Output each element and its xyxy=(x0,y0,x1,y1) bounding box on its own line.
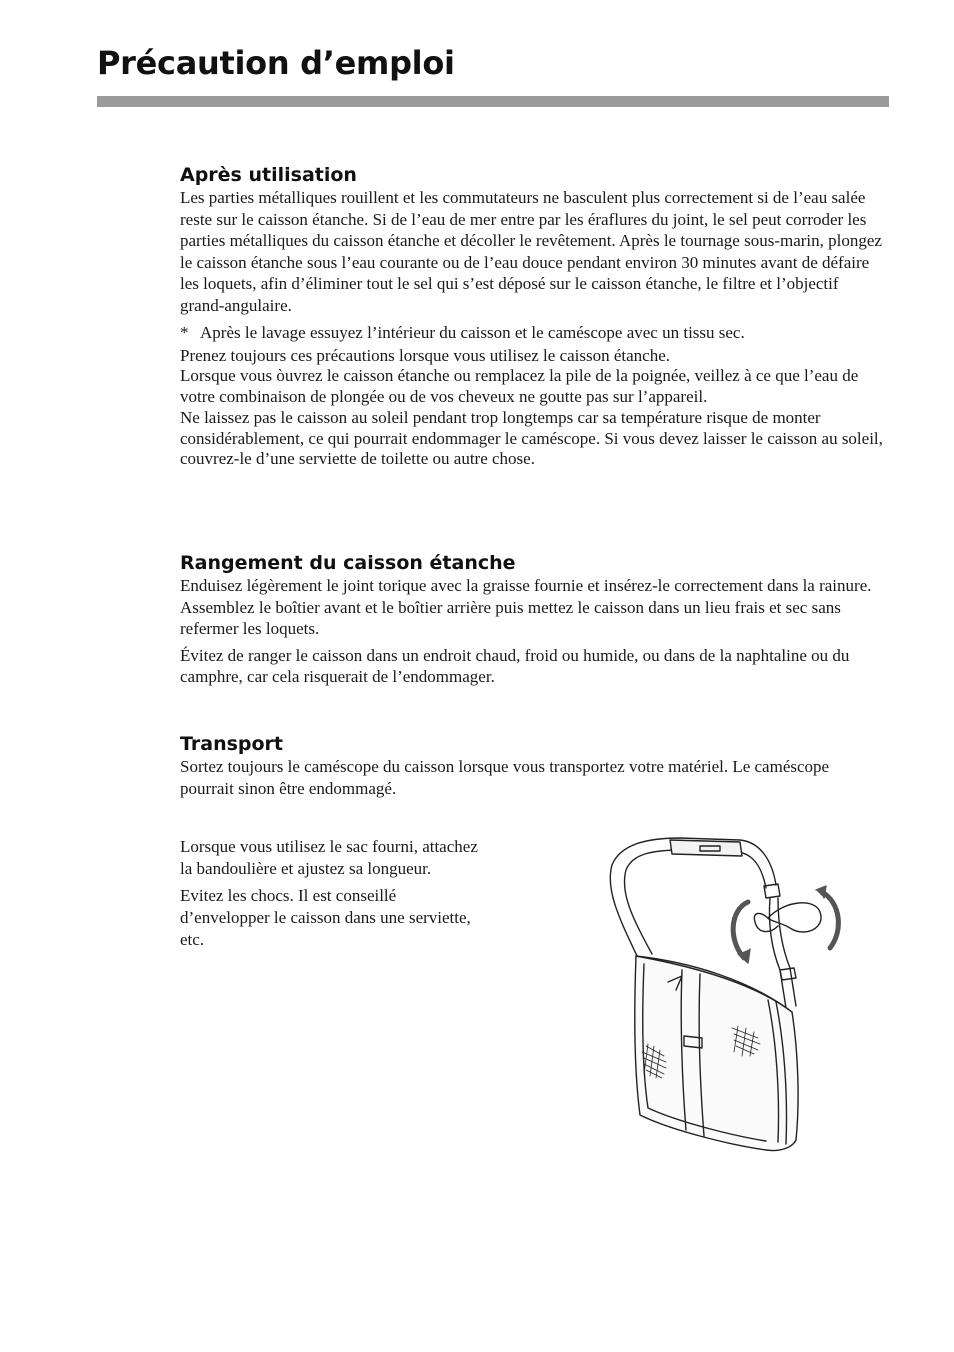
section-apres-utilisation xyxy=(180,163,884,470)
apres-line-1: Prenez toujours ces précautions lorsque vous utilisez le caisson étanche. xyxy=(180,345,671,365)
transport-paragraph: Sortez toujours le caméscope du caisson lorsque vous transportez votre matériel. Le caméscope pourrait sinon être endommagé. xyxy=(180,757,830,798)
apres-line-2: Lorsque vous òuvrez le caisson étanche ou remplacez la pile de la poignée, veillez à ce que l’eau de votre combinaison de plongée ou de vos cheveux ne goutte pas sur l’appareil. xyxy=(180,366,859,407)
apres-line-3: Ne laissez pas le caisson au soleil pendant trop longtemps car sa température risque de monter considérablement, ce qui pourrait endommager le caméscope. Si vous devez laisser le caisson au soleil, couvrez-le d’une serviette de toilette ou autre chose. xyxy=(180,407,883,469)
rangement-paragraph-2: Évitez de ranger le caisson dans un endroit chaud, froid ou humide, ou dans de la naphtaline ou du camphre, car cela risquerait de l’endommager. xyxy=(180,645,850,686)
section-heading-transport: Transport xyxy=(180,733,284,755)
transport-side-paragraph-1: Lorsque vous utilisez le sac fourni, attachez la bandoulière et ajustez sa longueur. xyxy=(180,837,478,878)
page-title: Précaution d’emploi xyxy=(97,44,455,82)
section-heading-rangement: Rangement du caisson étanche xyxy=(180,552,516,574)
apres-paragraph: Les parties métalliques rouillent et les commutateurs ne basculent plus correctement si de l’eau salée reste sur le caisson étanche. Si de l’eau de mer entre par les éraflures du joint, le sel peut corroder les parties métalliques du caisson étanche et décoller le revêtement. Après le tournage sous-marin, plongez le caisson étanche sous l’eau courante ou de l’eau douce pendant environ 30 minutes avant de défaire les loquets, afin d’éliminer tout le sel qui s’est déposé sur le caisson étanche, le filtre et l’objectif grand-angulaire. xyxy=(180,188,882,315)
transport-side-text xyxy=(180,836,480,951)
section-heading-apres: Après utilisation xyxy=(180,164,357,186)
rangement-paragraph-1: Enduisez légèrement le joint torique avec la graisse fournie et insérez-le correctement dans la rainure. Assemblez le boîtier avant et le boîtier arrière puis mettez le caisson dans un lieu frais et sec sans refermer les loquets. xyxy=(180,576,872,638)
section-transport xyxy=(180,732,884,799)
transport-side-paragraph-2: Evitez les chocs. Il est conseillé d’envelopper le caisson dans une serviette, etc. xyxy=(180,886,471,949)
apres-note xyxy=(180,322,884,344)
section-rangement xyxy=(180,551,884,688)
shoulder-bag-illustration-icon xyxy=(600,830,860,1160)
note-text: Après le lavage essuyez l’intérieur du caisson et le caméscope avec un tissu sec. xyxy=(200,323,745,342)
note-marker: * xyxy=(180,323,189,342)
title-rule xyxy=(97,96,889,107)
